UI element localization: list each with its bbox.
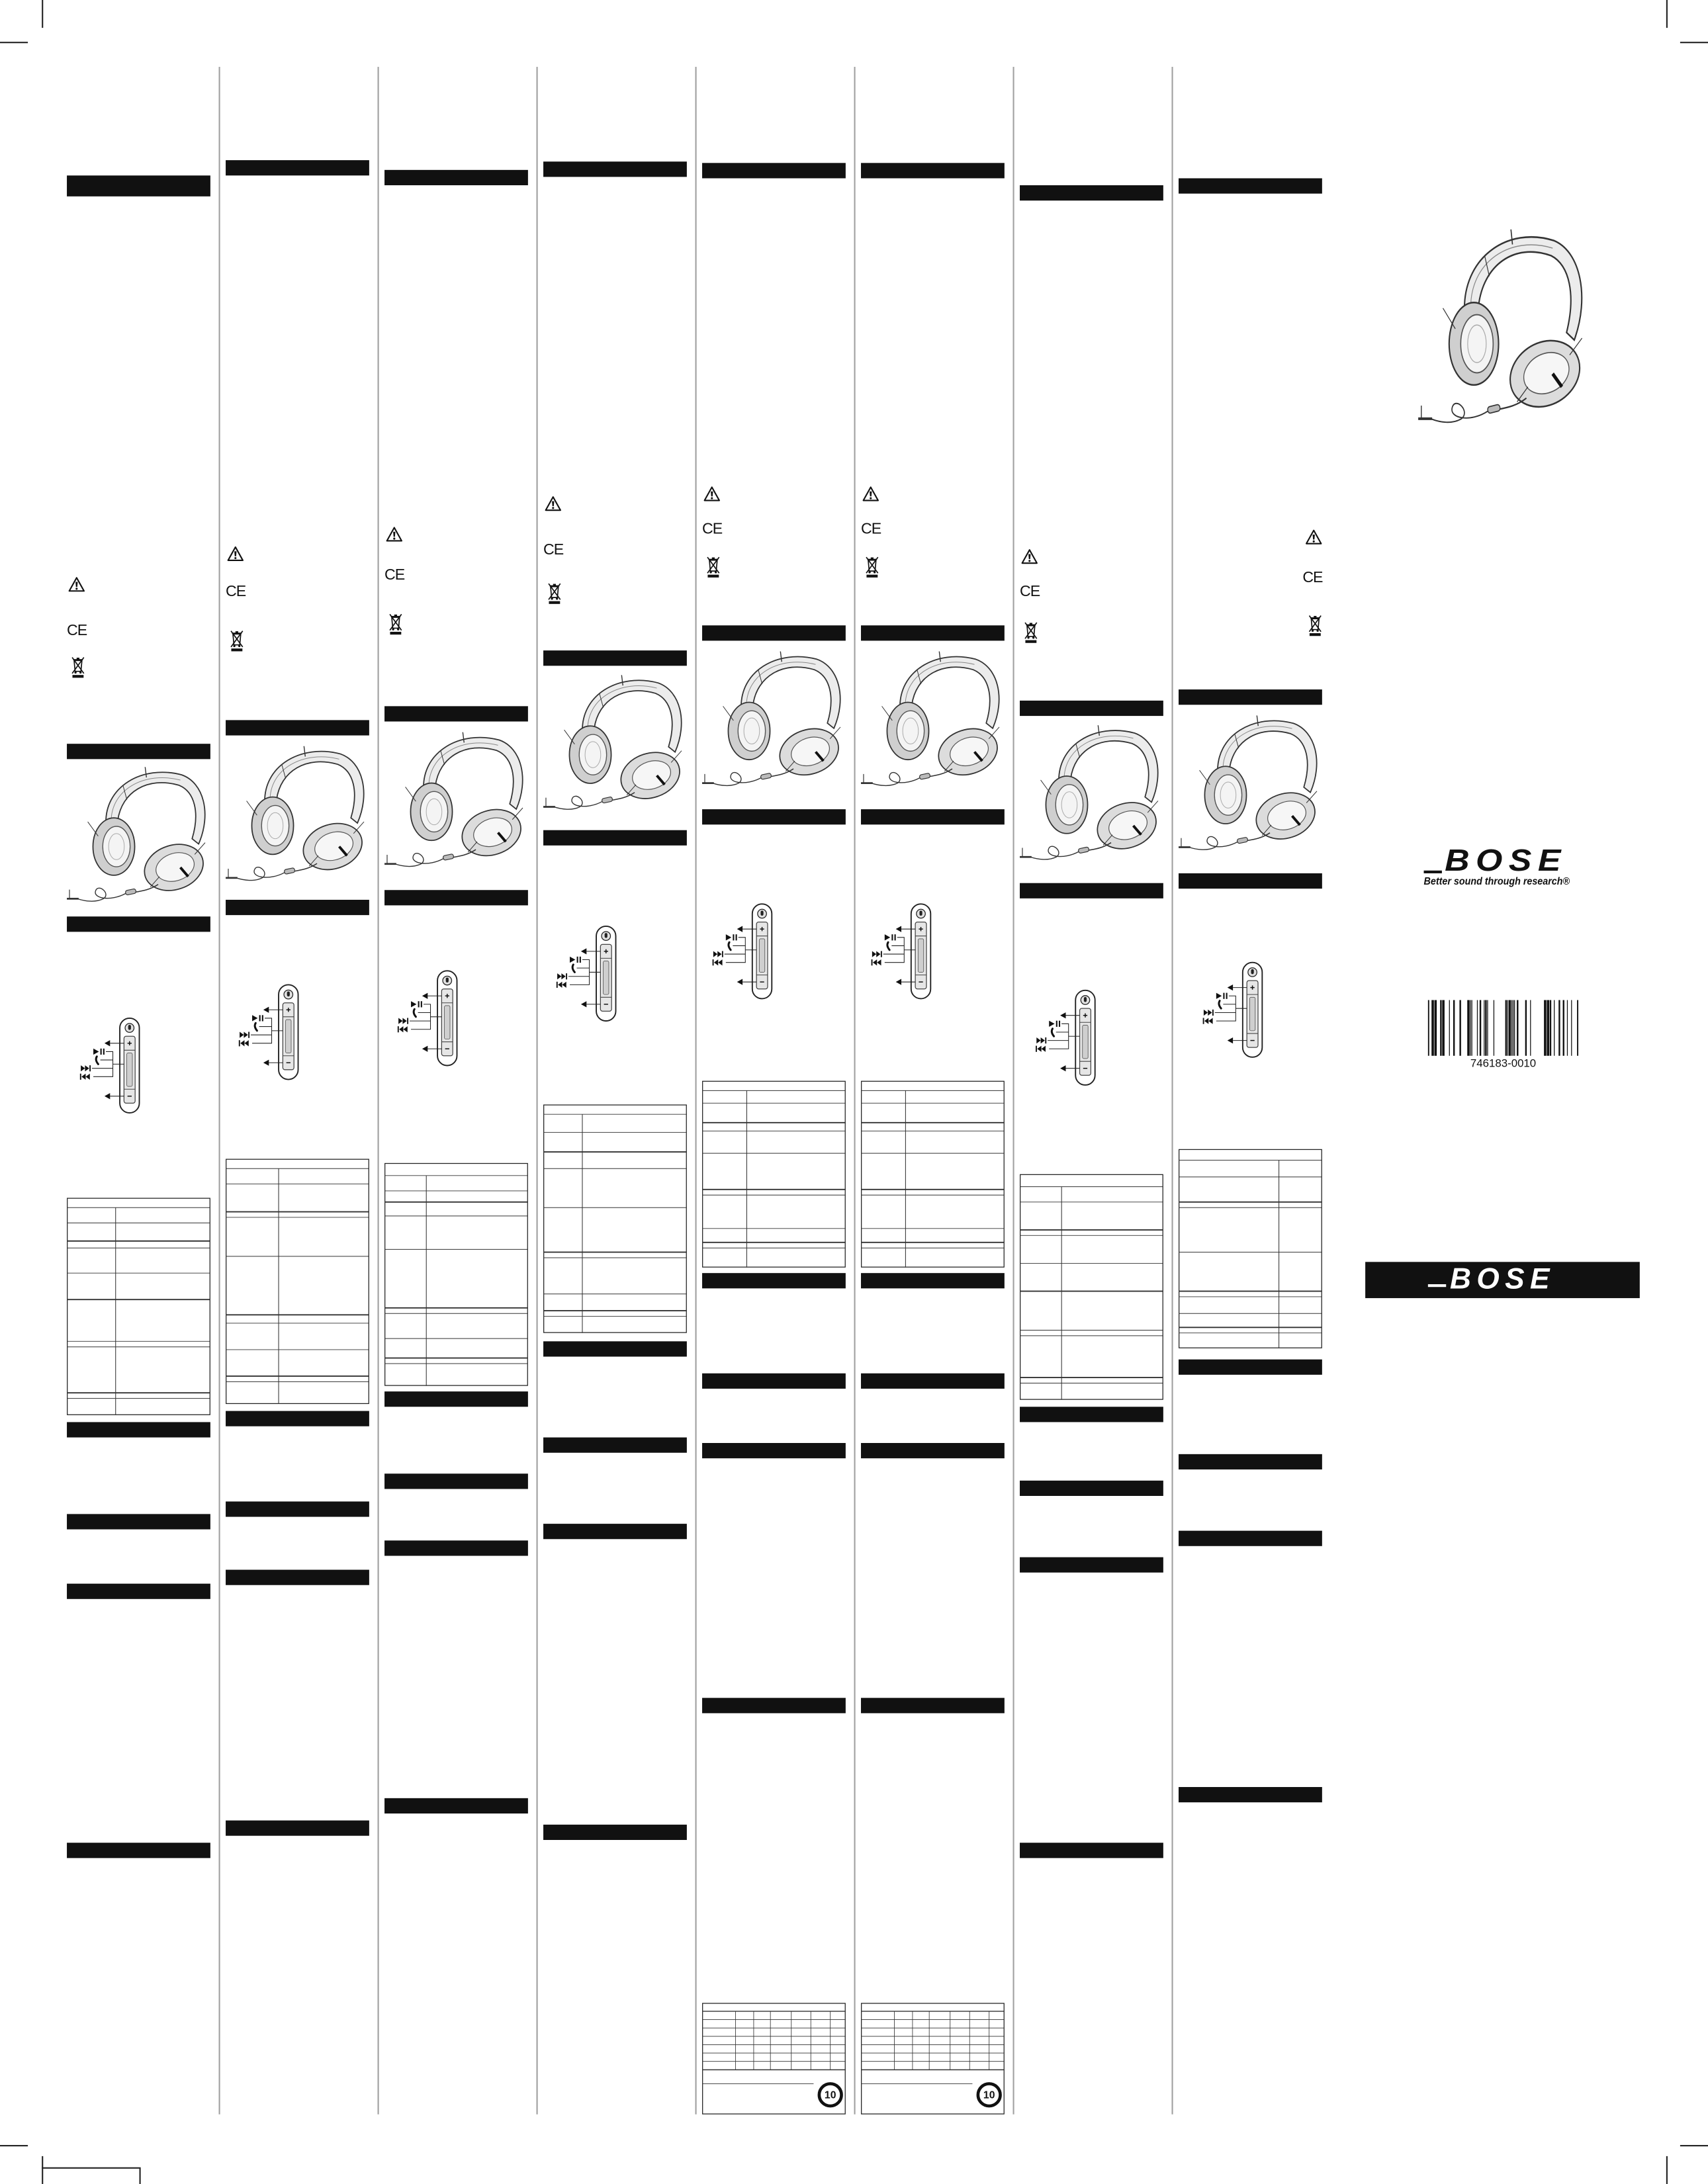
recycling-period-number: 10 <box>824 2089 836 2101</box>
language-section-8 <box>1179 0 1322 2184</box>
section-title-bar <box>1179 178 1322 193</box>
ce-mark-icon: CE <box>67 623 87 640</box>
section-header-bar <box>702 1443 846 1458</box>
section-header-bar <box>702 809 846 824</box>
column-divider <box>1012 67 1014 2115</box>
weee-bin-icon <box>1308 614 1322 636</box>
ce-mark-icon: CE <box>226 584 246 601</box>
section-header-bar <box>1020 1407 1163 1422</box>
section-title-bar <box>702 163 846 178</box>
section-header-bar <box>384 1391 528 1407</box>
headphones-illustration <box>702 644 846 790</box>
headphones-illustration <box>67 759 210 905</box>
weee-bin-icon <box>865 556 879 578</box>
section-header-bar <box>226 900 369 915</box>
section-header-bar <box>384 706 528 721</box>
language-section-4 <box>543 0 687 2184</box>
specifications-table <box>702 1081 846 1268</box>
section-header-bar <box>384 890 528 905</box>
section-header-bar <box>543 1524 687 1539</box>
section-header-bar <box>861 1273 1005 1288</box>
section-header-bar <box>1020 1557 1163 1573</box>
inline-remote-illustration <box>396 969 479 1070</box>
section-header-bar <box>1020 701 1163 716</box>
column-divider <box>854 67 855 2115</box>
section-title-bar <box>226 160 369 175</box>
crop-mark <box>0 2145 28 2146</box>
section-title-bar <box>384 170 528 185</box>
column-divider <box>219 67 220 2115</box>
column-divider <box>1171 67 1173 2115</box>
language-section-3 <box>384 0 528 2184</box>
warning-triangle-icon <box>545 496 561 511</box>
section-header-bar <box>67 1843 210 1858</box>
barcode-number: 746183-0010 <box>1470 1057 1537 1070</box>
recycling-period-number: 10 <box>983 2089 995 2101</box>
section-header-bar <box>1179 1787 1322 1802</box>
inline-remote-illustration <box>711 902 794 1003</box>
weee-bin-icon <box>1024 621 1038 644</box>
section-header-bar <box>702 625 846 640</box>
section-header-bar <box>1179 1360 1322 1375</box>
section-header-bar <box>384 1798 528 1813</box>
language-section-6 <box>861 0 1005 2184</box>
crop-mark <box>1680 2145 1708 2146</box>
specifications-table <box>861 1081 1005 1268</box>
warning-triangle-icon <box>1021 548 1038 564</box>
inline-remote-illustration <box>870 902 953 1003</box>
weee-bin-icon <box>388 613 402 635</box>
section-header-bar <box>67 1514 210 1529</box>
section-title-bar <box>543 161 687 177</box>
headphones-illustration <box>226 738 369 885</box>
section-header-bar <box>1020 1481 1163 1496</box>
barcode-icon <box>1428 1000 1578 1056</box>
specifications-table <box>1020 1174 1163 1400</box>
ce-mark-icon: CE <box>861 521 881 538</box>
warning-triangle-icon <box>386 527 402 542</box>
section-header-bar <box>861 1374 1005 1389</box>
section-header-bar <box>1020 883 1163 898</box>
section-header-bar <box>702 1273 846 1288</box>
weee-bin-icon <box>71 656 85 679</box>
headphones-illustration <box>384 724 528 871</box>
inline-remote-illustration <box>1201 961 1284 1062</box>
section-header-bar <box>226 1570 369 1585</box>
weee-bin-icon <box>547 582 561 605</box>
specifications-table <box>1179 1149 1322 1348</box>
section-header-bar <box>543 1341 687 1356</box>
column-divider <box>378 67 379 2115</box>
headphones-illustration <box>861 644 1005 790</box>
language-section-5 <box>702 0 846 2184</box>
section-header-bar <box>226 720 369 735</box>
language-section-1 <box>67 0 210 2184</box>
inline-remote-illustration <box>555 925 638 1026</box>
headphones-illustration <box>1179 707 1322 853</box>
warning-triangle-icon <box>227 546 244 561</box>
section-header-bar <box>67 744 210 759</box>
headphones-illustration <box>543 667 687 813</box>
section-header-bar <box>1179 1531 1322 1546</box>
section-header-bar <box>543 1825 687 1840</box>
warning-triangle-icon <box>1306 529 1322 545</box>
section-title-bar <box>67 175 210 197</box>
ce-mark-icon: CE <box>1302 570 1323 587</box>
section-title-bar <box>1020 185 1163 200</box>
banner-logo: BOSE <box>1449 1263 1555 1295</box>
headphones-illustration <box>1020 717 1163 863</box>
section-header-bar <box>702 1698 846 1713</box>
specifications-table <box>67 1198 210 1415</box>
section-header-bar <box>1020 1843 1163 1858</box>
hero-headphones-illustration <box>1418 220 1588 427</box>
ce-mark-icon: CE <box>384 566 405 584</box>
warning-triangle-icon <box>68 577 85 592</box>
section-header-bar <box>226 1411 369 1426</box>
warning-triangle-icon <box>862 486 879 502</box>
inline-remote-illustration <box>1034 989 1117 1090</box>
section-header-bar <box>226 1501 369 1516</box>
section-header-bar <box>1179 1454 1322 1469</box>
specifications-table <box>226 1159 369 1405</box>
section-header-bar <box>384 1473 528 1489</box>
brand-tagline: Better sound through research® <box>1423 875 1570 888</box>
hazardous-substances-table <box>702 2003 846 2114</box>
cover-panel <box>1337 0 1672 2184</box>
ce-mark-icon: CE <box>543 541 564 559</box>
ce-mark-icon: CE <box>702 521 723 538</box>
brand-logo: BOSE <box>1445 842 1567 878</box>
column-divider <box>696 67 697 2115</box>
hazardous-substances-table <box>861 2003 1005 2114</box>
weee-bin-icon <box>706 556 720 578</box>
section-header-bar <box>861 809 1005 824</box>
section-header-bar <box>861 1443 1005 1458</box>
section-header-bar <box>543 830 687 846</box>
language-section-2 <box>226 0 369 2184</box>
language-section-7 <box>1020 0 1163 2184</box>
section-header-bar <box>543 1438 687 1453</box>
section-header-bar <box>543 650 687 666</box>
section-header-bar <box>226 1821 369 1836</box>
section-header-bar <box>702 1374 846 1389</box>
section-header-bar <box>67 916 210 932</box>
section-header-bar <box>861 1698 1005 1713</box>
section-header-bar <box>67 1584 210 1599</box>
brand-banner <box>1365 1262 1640 1298</box>
weee-bin-icon <box>230 630 244 652</box>
logo-dash <box>1424 871 1442 873</box>
section-header-bar <box>1179 873 1322 889</box>
specifications-table <box>384 1163 528 1386</box>
ce-mark-icon: CE <box>1020 584 1040 601</box>
inline-remote-illustration <box>78 1017 161 1117</box>
inline-remote-illustration <box>237 983 320 1084</box>
section-header-bar <box>1179 689 1322 705</box>
warning-triangle-icon <box>703 486 720 502</box>
section-title-bar <box>861 163 1005 178</box>
section-header-bar <box>861 625 1005 640</box>
specifications-table <box>543 1104 687 1332</box>
section-header-bar <box>67 1422 210 1437</box>
section-header-bar <box>384 1540 528 1555</box>
column-divider <box>537 67 538 2115</box>
